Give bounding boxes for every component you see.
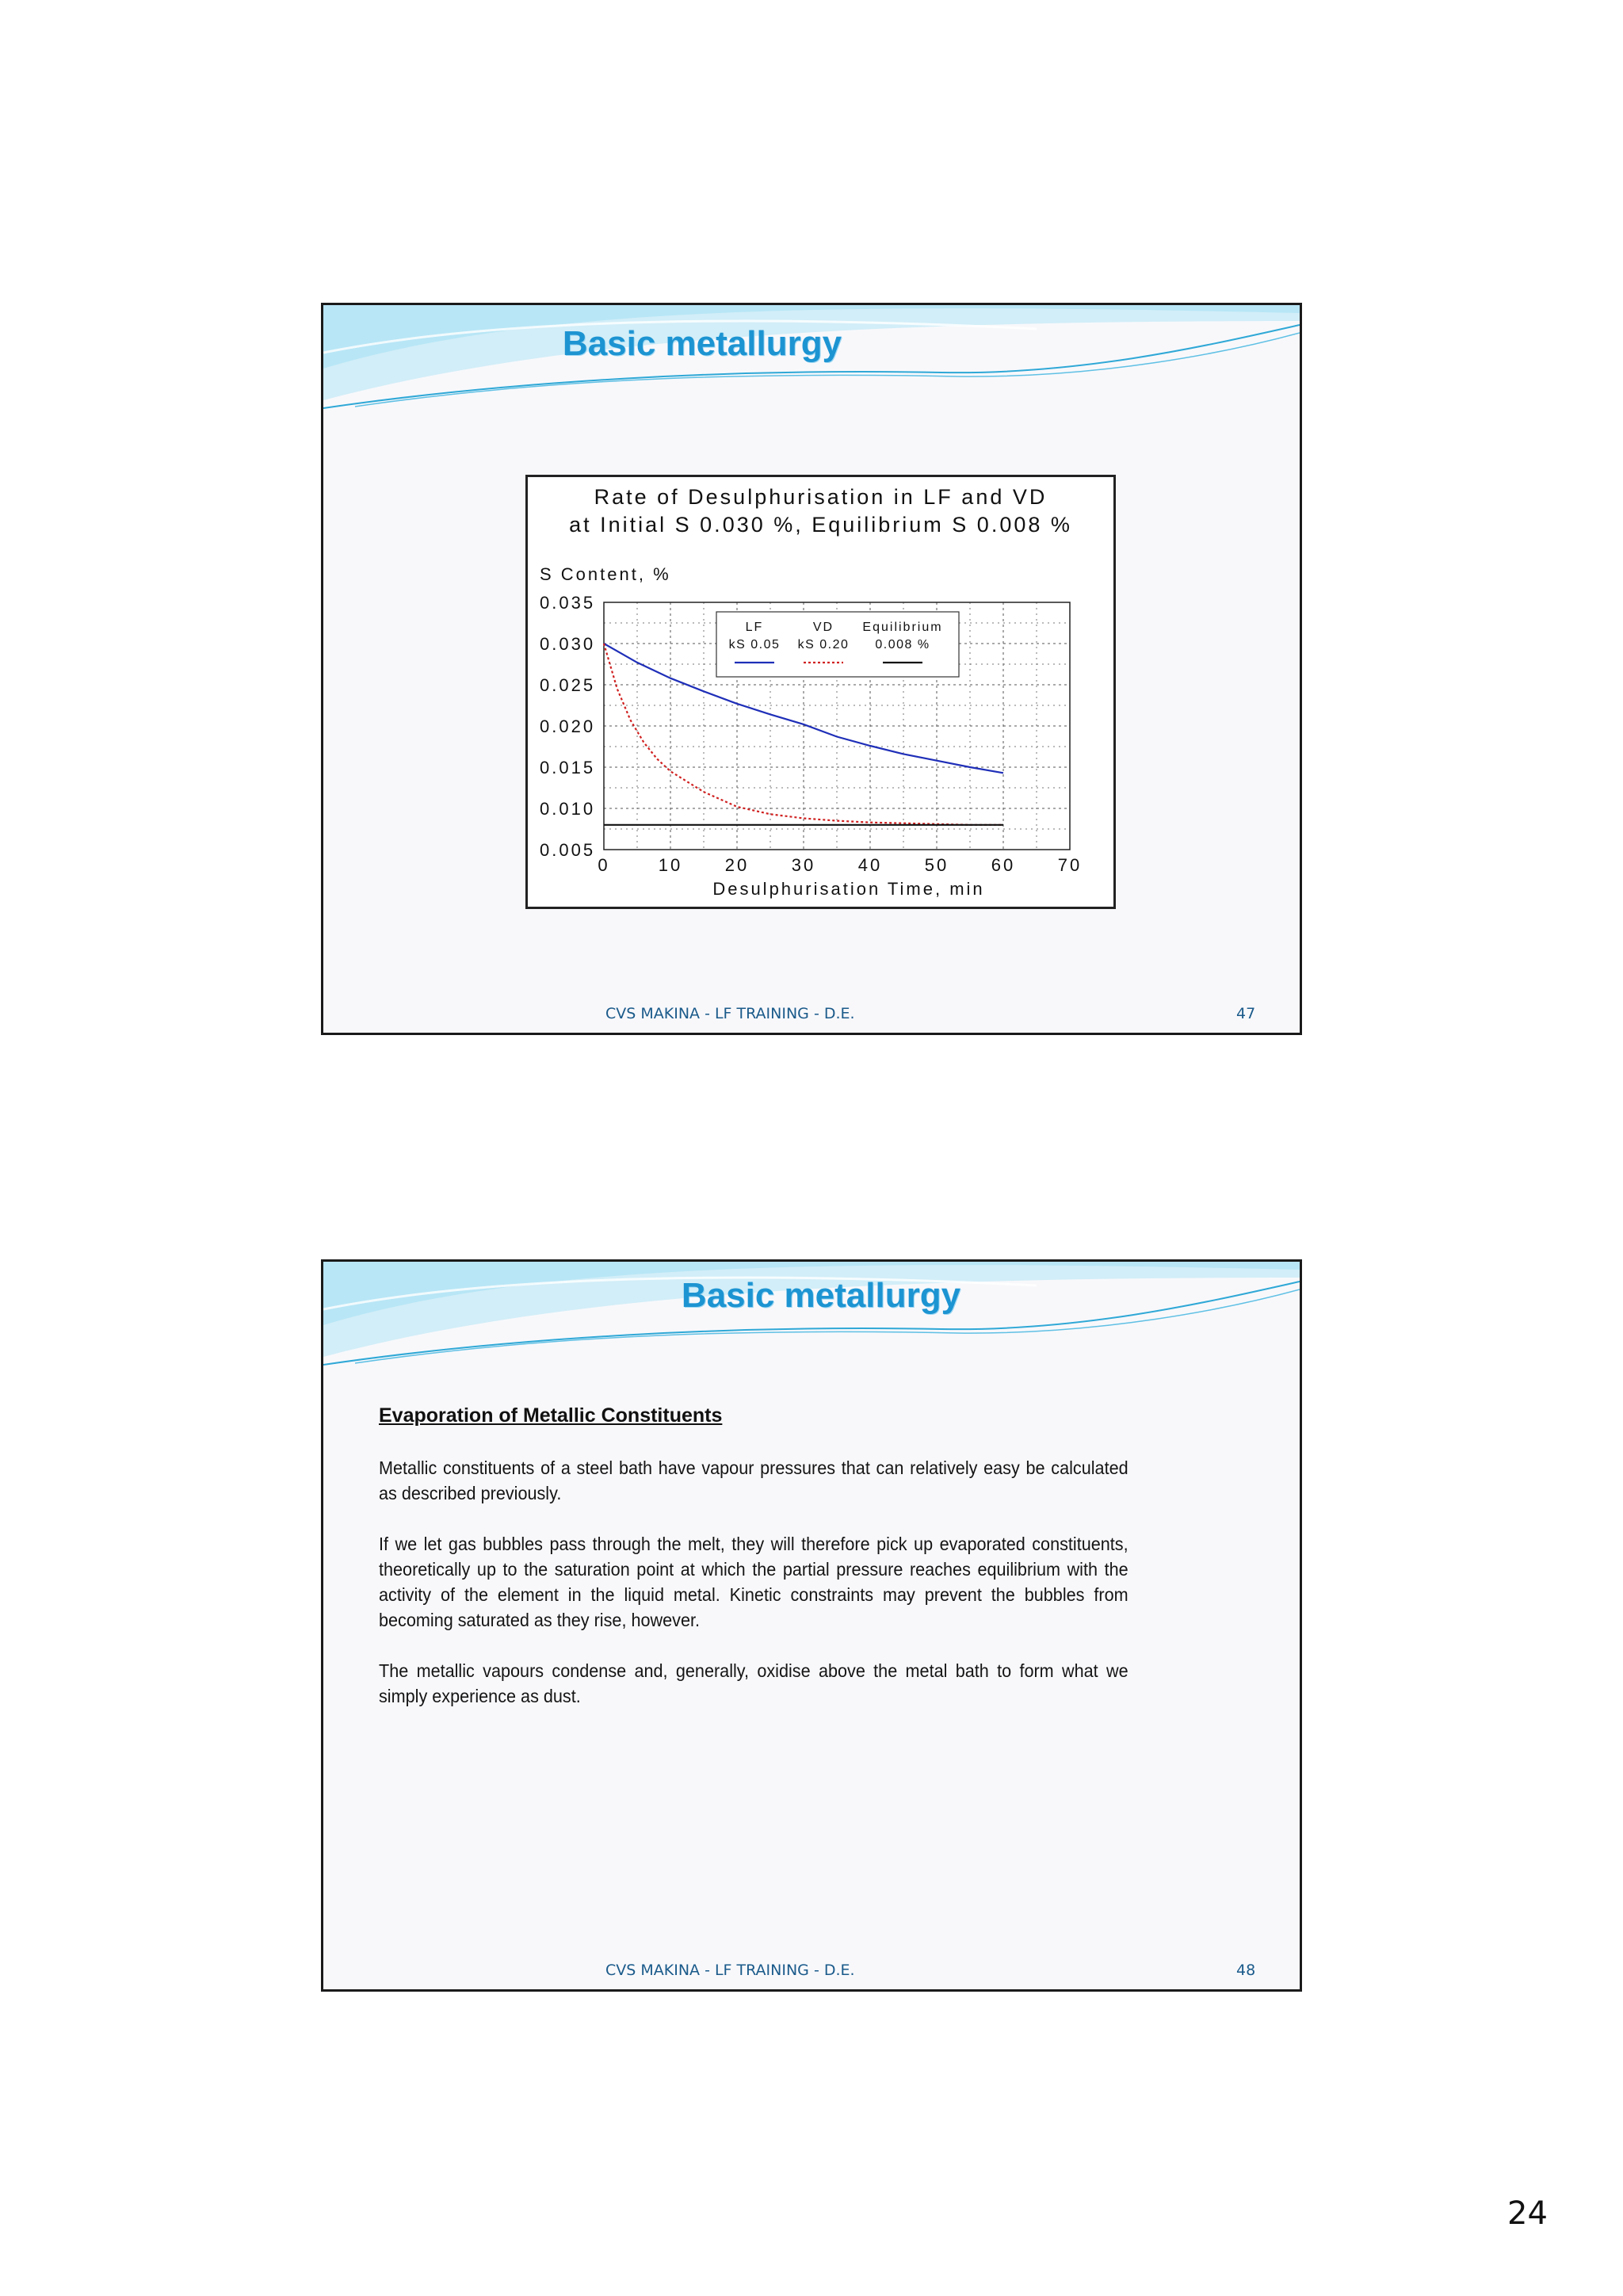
footer-text: CVS MAKINA - LF TRAINING - D.E.: [605, 1005, 855, 1022]
slide-47: [321, 303, 1302, 1035]
y-tick-label: 0.020: [540, 716, 596, 736]
x-tick-label: 30: [791, 855, 816, 875]
y-axis-label: S Content, %: [540, 564, 671, 584]
slide-page-number: 48: [1236, 1962, 1256, 1979]
desulphurisation-chart: [525, 475, 1116, 909]
chart-title-line-1: Rate of Desulphurisation in LF and VD: [594, 485, 1048, 509]
slide-title: Basic metallurgy: [681, 1276, 961, 1315]
x-tick-label: 10: [658, 855, 683, 875]
paragraph: Metallic constituents of a steel bath have vapour pressures that can relatively easy be calculated as described previously.: [379, 1457, 1128, 1503]
legend-entry-name: LF: [745, 621, 764, 634]
y-tick-label: 0.010: [540, 799, 596, 819]
legend-entry-name: VD: [812, 621, 834, 634]
slide-48: [321, 1259, 1302, 1992]
document-page-number: 24: [1507, 2195, 1548, 2232]
chart-title-line-2: at Initial S 0.030 %, Equilibrium S 0.008 %: [569, 513, 1072, 537]
x-tick-label: 40: [857, 855, 883, 875]
y-tick-label: 0.030: [540, 634, 596, 654]
legend-entry-detail: 0.008 %: [875, 638, 930, 651]
slide-title: Basic metallurgy: [562, 324, 842, 363]
paragraph: If we let gas bubbles pass through the melt, they will therefore pick up evaporated constituents, theoretically up to the saturation point at which the partial pressure reaches equilibrium with the activity of the element in the liquid metal. Kinetic constraints may prevent the bubbles from becoming saturated as they rise, however.: [379, 1534, 1128, 1630]
y-tick-label: 0.025: [540, 675, 596, 695]
chart-plot: [528, 477, 1113, 907]
footer-text: CVS MAKINA - LF TRAINING - D.E.: [605, 1962, 855, 1979]
x-tick-label: 50: [924, 855, 949, 875]
x-tick-label: 70: [1057, 855, 1083, 875]
section-heading: Evaporation of Metallic Constituents: [379, 1404, 723, 1427]
legend-entry-name: Equilibrium: [862, 621, 943, 634]
y-tick-label: 0.015: [540, 758, 596, 777]
slide-page-number: 47: [1236, 1005, 1256, 1022]
x-axis-label: Desulphurisation Time, min: [712, 879, 985, 899]
legend-entry-detail: kS 0.05: [728, 638, 781, 651]
y-tick-label: 0.005: [540, 840, 596, 860]
x-tick-label: 0: [598, 855, 610, 875]
x-tick-label: 60: [991, 855, 1016, 875]
legend-entry-detail: kS 0.20: [797, 638, 850, 651]
x-tick-label: 20: [724, 855, 750, 875]
y-tick-label: 0.035: [540, 593, 596, 613]
paragraph: The metallic vapours condense and, generally, oxidise above the metal bath to form what we simply experience as dust.: [379, 1660, 1128, 1706]
